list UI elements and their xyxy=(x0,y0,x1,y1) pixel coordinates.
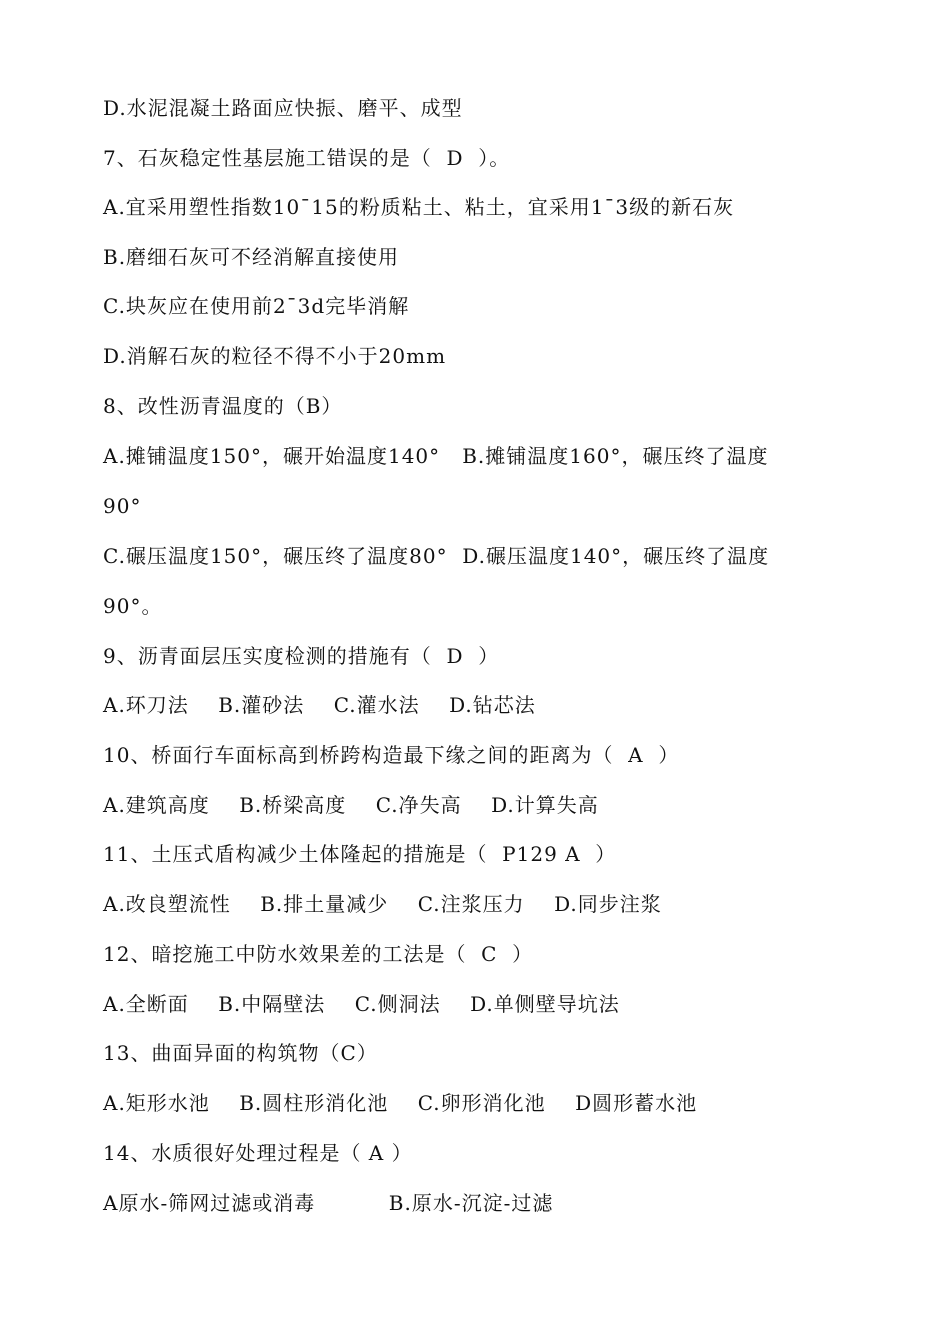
question-14: 14、水质很好处理过程是（ A ） xyxy=(103,1141,413,1165)
question-8: 8、改性沥青温度的（B） xyxy=(103,394,343,418)
question-9: 9、沥青面层压实度检测的措施有（ D ） xyxy=(103,644,500,668)
option-line: B.磨细石灰可不经消解直接使用 xyxy=(103,245,400,269)
question-10: 10、桥面行车面标高到桥跨构造最下缘之间的距离为（ A ） xyxy=(103,743,680,767)
option-line: A.建筑高度 B.桥梁高度 C.净失高 D.计算失高 xyxy=(103,793,599,817)
option-line: C.碾压温度150°，碾压终了温度80° D.碾压温度140°，碾压终了温度 xyxy=(103,544,770,568)
option-line: A.环刀法 B.灌砂法 C.灌水法 D.钻芯法 xyxy=(103,693,536,717)
option-line: D.消解石灰的粒径不得不小于20mm xyxy=(103,344,447,368)
question-7: 7、石灰稳定性基层施工错误的是（ D ）。 xyxy=(103,146,511,170)
question-13: 13、曲面异面的构筑物（C） xyxy=(103,1041,378,1065)
text-line: D.水泥混凝土路面应快振、磨平、成型 xyxy=(103,96,463,120)
option-line: A.全断面 B.中隔壁法 C.侧洞法 D.单侧壁导坑法 xyxy=(103,992,620,1016)
option-line-continuation: 90°。 xyxy=(103,594,163,618)
option-line: A.矩形水池 B.圆柱形消化池 C.卵形消化池 D圆形蓄水池 xyxy=(103,1091,698,1115)
option-line: A.宜采用塑性指数10ˉ15的粉质粘土、粘土，宜采用1ˉ3级的新石灰 xyxy=(103,195,735,219)
question-11: 11、土压式盾构减少土体隆起的措施是（ P129 A ） xyxy=(103,842,617,866)
option-line: A.改良塑流性 B.排土量减少 C.注浆压力 D.同步注浆 xyxy=(103,892,662,916)
option-line-continuation: 90° xyxy=(103,494,142,518)
option-line: C.块灰应在使用前2ˉ3d完毕消解 xyxy=(103,294,410,318)
option-line: A.摊铺温度150°，碾开始温度140° B.摊铺温度160°，碾压终了温度 xyxy=(103,444,769,468)
option-line: A原水-筛网过滤或消毒 B.原水-沉淀-过滤 xyxy=(103,1191,554,1215)
question-12: 12、暗挖施工中防水效果差的工法是（ C ） xyxy=(103,942,534,966)
